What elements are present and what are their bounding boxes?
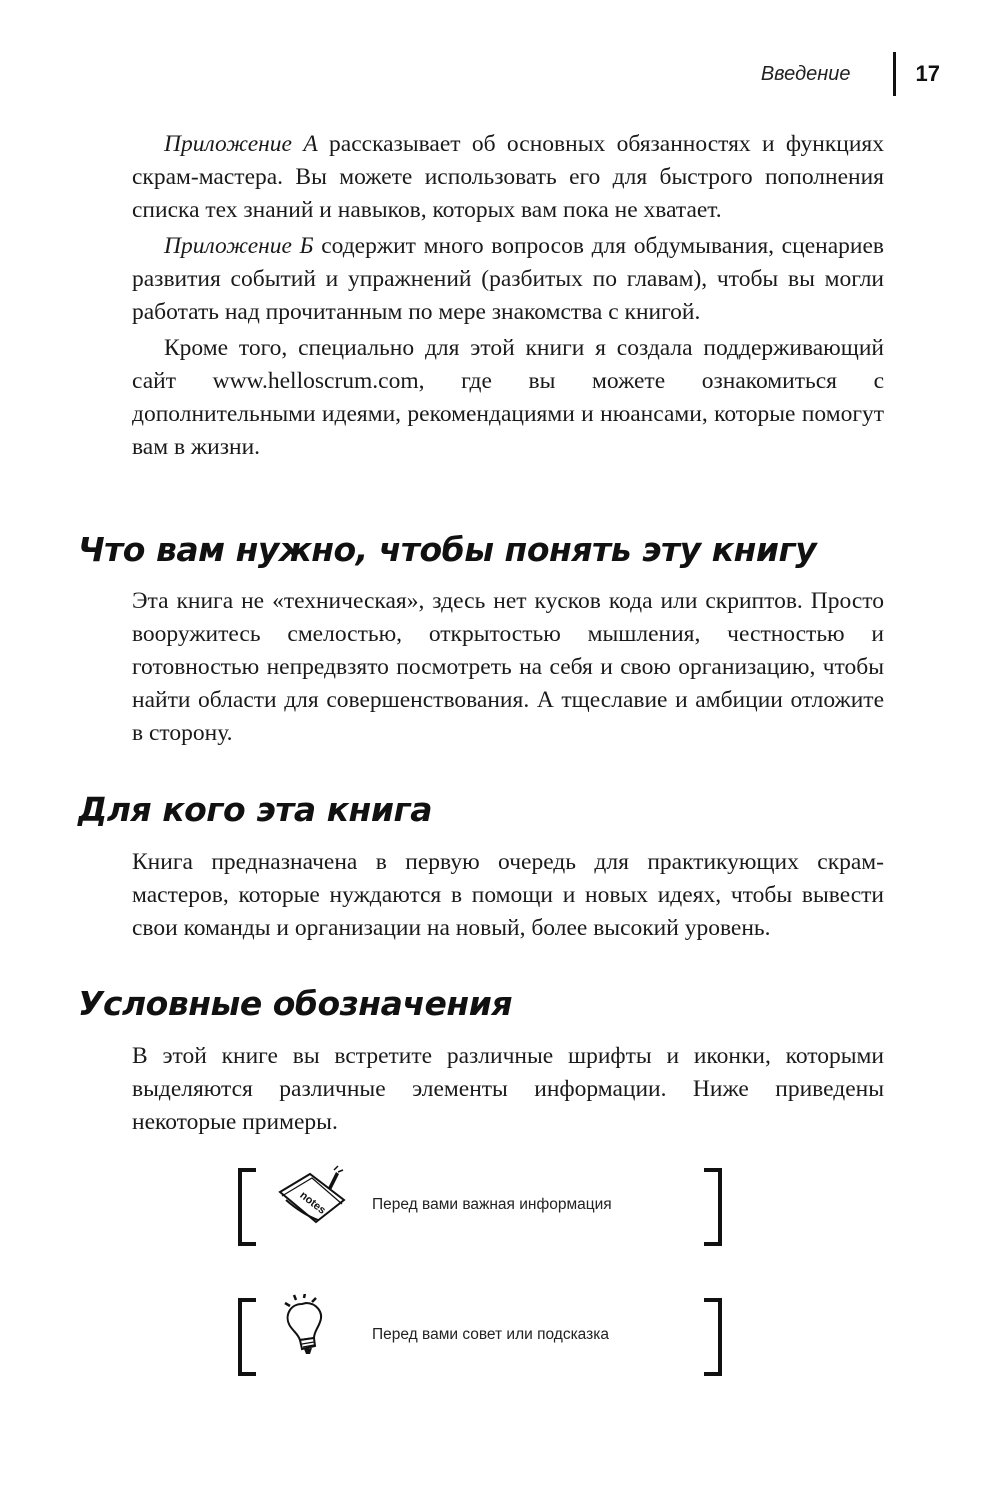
callout-tip <box>238 1298 722 1376</box>
paragraph-website: Кроме того, специально для этой книги я создала поддерживающий сайт www.helloscrum.com, где вы можете ознакомиться с дополнительными идеями, рекомендациями и нюансами, которые помогут вам в жизни. <box>132 335 884 460</box>
paragraph-appendix-b-text: содержит много вопросов для обдумывания, сценариев развития событий и упражнений (разбитых по главам), чтобы вы могли работать над прочитанным по мере знакомства с книгой. <box>132 233 884 325</box>
prerequisites-text <box>132 585 884 750</box>
left-bracket <box>238 1168 256 1246</box>
callout-important-text: Перед вами важная информация <box>372 1196 612 1213</box>
running-head <box>761 52 940 96</box>
audience-text <box>132 846 884 945</box>
paragraph-appendix-a <box>132 128 884 227</box>
running-head-divider <box>893 52 896 96</box>
page-number: 17 <box>915 61 940 86</box>
conventions-text <box>132 1040 884 1139</box>
appendix-b-ref: Приложение Б <box>164 233 314 259</box>
notes-pad-icon <box>272 1164 352 1239</box>
callout-important <box>238 1168 722 1246</box>
heading-prerequisites: Что вам нужно, чтобы понять эту книгу <box>78 530 817 569</box>
notes-icon-label: notes <box>297 1189 328 1217</box>
right-bracket <box>704 1168 722 1246</box>
paragraph-conventions: В этой книге вы встретите различные шрифты и иконки, которыми выделяются различные элементы информации. Ниже приведены некоторые примеры. <box>132 1043 884 1135</box>
paragraph-audience: Книга предназначена в первую очередь для практикующих скрам-мастеров, которые нуждаются в помощи и новых идеях, чтобы вывести свои команды и организации на новый, более высокий уровень. <box>132 849 884 941</box>
paragraph-prerequisites: Эта книга не «техническая», здесь нет кусков кода или скриптов. Просто вооружитесь смелостью, открытостью мышления, честностью и готовностью непредвзято посмотреть на себя и свою организацию, чтобы найти области для совершенствования. А тщеславие и амбиции отложите в сторону. <box>132 588 884 746</box>
appendix-a-ref: Приложение А <box>164 131 318 157</box>
paragraph-appendix-b <box>132 230 884 329</box>
right-bracket <box>704 1298 722 1376</box>
paragraph-appendix-a-text: рассказывает об основных обязанностях и функциях скрам-мастера. Вы можете использовать его для быстрого пополнения списка тех знаний и навыков, которых вам пока не хватает. <box>132 131 884 223</box>
intro-text <box>132 128 884 464</box>
heading-audience: Для кого эта книга <box>78 790 432 829</box>
left-bracket <box>238 1298 256 1376</box>
lightbulb-icon <box>272 1294 352 1371</box>
heading-conventions: Условные обозначения <box>78 984 513 1023</box>
callout-tip-text: Перед вами совет или подсказка <box>372 1326 609 1343</box>
running-head-section: Введение <box>760 62 851 85</box>
